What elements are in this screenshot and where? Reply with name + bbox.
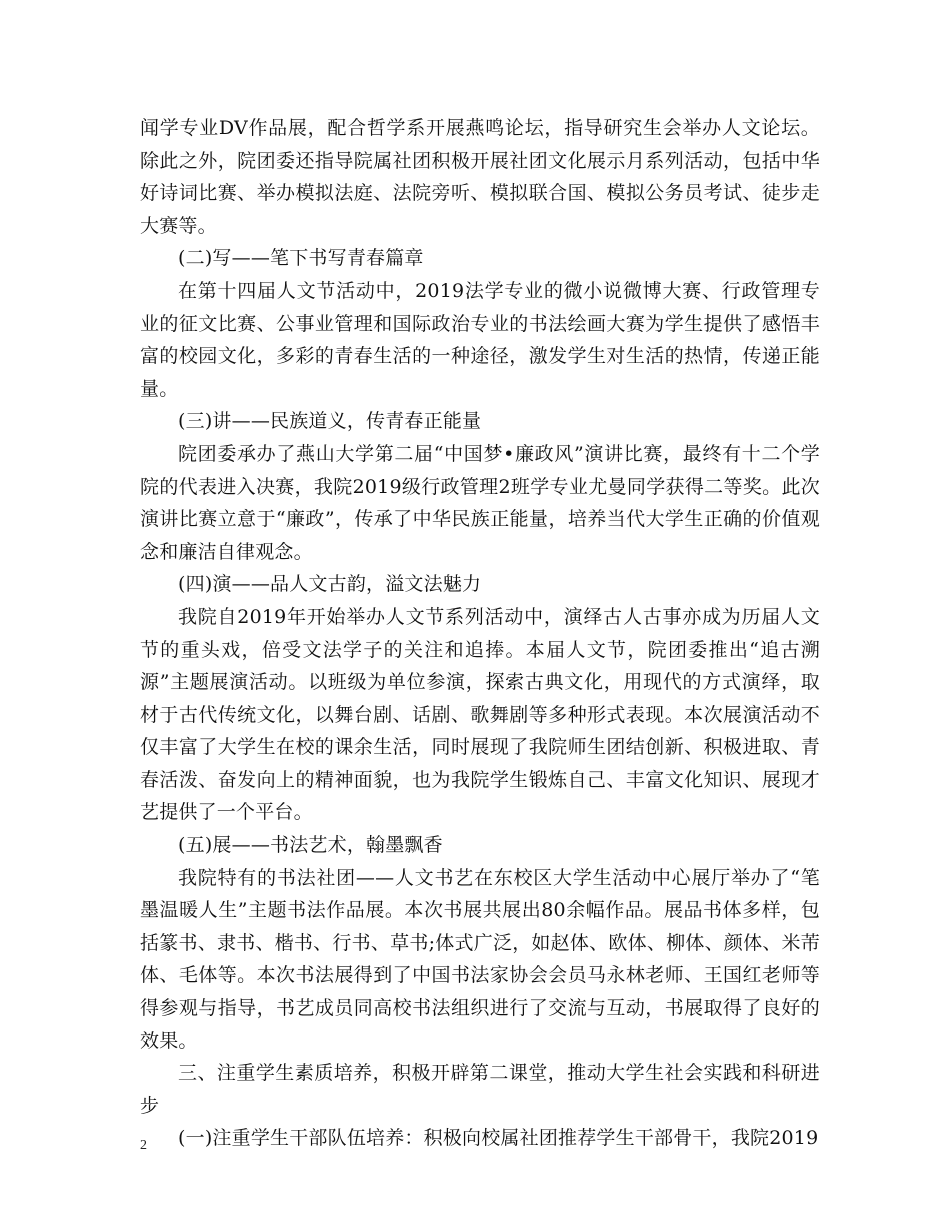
paragraph-continued: 闻学专业DV作品展，配合哲学系开展燕鸣论坛，指导研究生会举办人文论坛。除此之外，院团委还指导院属社团积极开展社团文化展示月系列活动，包括中华好诗词比赛、举办模拟法庭、法院旁听、模拟联合国、模拟公务员考试、徒步走大赛等。	[140, 117, 820, 237]
document-body	[140, 112, 820, 1155]
paragraph-cadre-training: (一)注重学生干部队伍培养：积极向校属社团推荐学生干部骨干，我院2019	[178, 1127, 819, 1150]
paragraph-exhibit: 我院特有的书法社团——人文书艺在东校区大学生活动中心展厅举办了“笔墨温暖人生”主题书法作品展。本次书展共展出80余幅作品。展品书体多样，包括篆书、隶书、楷书、行书、草书;体式广泛，如赵体、欧体、柳体、颜体、米芾体、毛体等。本次书法展得到了中国书法家协会会员马永林老师、王国红老师等得参观与指导，书艺成员同高校书法组织进行了交流与互动，书展取得了良好的效果。	[140, 866, 820, 1052]
page-number: 2	[140, 1138, 147, 1153]
section-heading-perform: (四)演——品人文古韵，溢文法魅力	[178, 573, 482, 596]
section-heading-speak: (三)讲——民族道义，传青春正能量	[178, 410, 482, 433]
section-heading-three: 三、注重学生素质培养，积极开辟第二课堂，推动大学生社会实践和科研进步	[140, 1062, 820, 1117]
section-heading-exhibit: (五)展——书法艺术，翰墨飘香	[178, 834, 443, 857]
section-heading-write: (二)写——笔下书写青春篇章	[178, 247, 424, 270]
paragraph-speak: 院团委承办了燕山大学第二届“中国梦•廉政风”演讲比赛，最终有十二个学院的代表进入决赛，我院2019级行政管理2班学专业尤曼同学获得二等奖。此次演讲比赛立意于“廉政”，传承了中华民族正能量，培养当代大学生正确的价值观念和廉洁自律观念。	[140, 442, 820, 563]
paragraph-write: 在第十四届人文节活动中，2019法学专业的微小说微博大赛、行政管理专业的征文比赛、公事业管理和国际政治专业的书法绘画大赛为学生提供了感悟丰富的校园文化，多彩的青春生活的一种途径，激发学生对生活的热情，传递正能量。	[140, 279, 820, 400]
paragraph-perform: 我院自2019年开始举办人文节系列活动中，演绎古人古事亦成为历届人文节的重头戏，倍受文法学子的关注和追捧。本届人文节，院团委推出“追古溯源”主题展演活动。以班级为单位参演，探索古典文化，用现代的方式演绎，取材于古代传统文化，以舞台剧、话剧、歌舞剧等多种形式表现。本次展演活动不仅丰富了大学生在校的课余生活，同时展现了我院师生团结创新、积极进取、青春活泼、奋发向上的精神面貌，也为我院学生锻炼自己、丰富文化知识、展现才艺提供了一个平台。	[140, 605, 820, 824]
